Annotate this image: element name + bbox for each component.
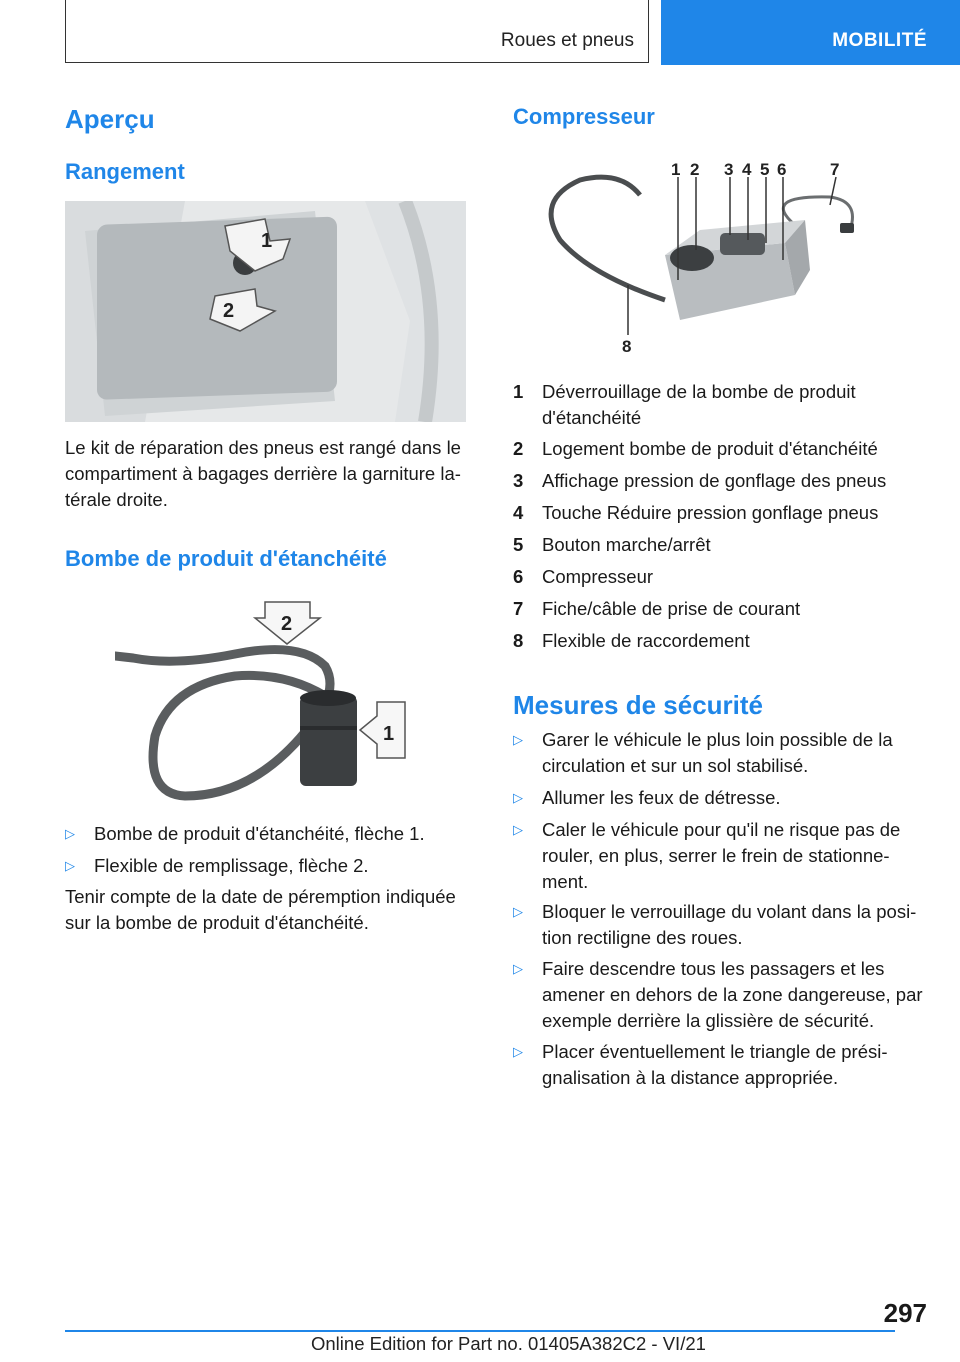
- list-item: 1 Déverrouillage de la bombe de produit d'étanchéité: [513, 381, 856, 428]
- bullet-triangle-icon: ▷: [513, 790, 523, 805]
- compressor-heading: Compresseur: [513, 104, 655, 129]
- list-item: ▷ Bloquer le verrouillage du volant dans la posi-tion rectiligne des roues.: [513, 901, 917, 948]
- fig1-label-1: 1: [261, 230, 273, 252]
- expiry-note: Tenir compte de la date de péremption indiquée sur la bombe de produit d'étanchéité.: [65, 886, 456, 933]
- bullet-triangle-icon: ▷: [513, 961, 523, 976]
- trunk-storage-figure: [65, 201, 466, 422]
- fig3-label-8: 8: [622, 337, 632, 355]
- bullet-triangle-icon: ▷: [513, 732, 523, 747]
- footer-divider: [65, 1330, 895, 1332]
- list-item: ▷ Faire descendre tous les passagers et les amener en dehors de la zone dangereuse, par exemple derrière la glissière de sécurité.: [513, 958, 923, 1031]
- bullet-triangle-icon: ▷: [65, 826, 75, 841]
- sealant-bottle-figure: [115, 596, 420, 806]
- list-item: 2 Logement bombe de produit d'étanchéité: [513, 438, 878, 459]
- chapter-tab[interactable]: [661, 0, 960, 65]
- fig3-label-1: 1: [671, 160, 681, 179]
- storage-paragraph: Le kit de réparation des pneus est rangé dans le compartiment à bagages derrière la garniture la-térale droite.: [65, 437, 461, 510]
- bullet-triangle-icon: ▷: [513, 1044, 523, 1059]
- fig3-label-4: 4: [742, 160, 752, 179]
- list-item: ▷ Caler le véhicule pour qu'il ne risque pas de rouler, en plus, serrer le frein de stationne-ment.: [513, 819, 901, 892]
- fig2-label-2: 2: [281, 613, 293, 635]
- section-tab: [65, 0, 649, 63]
- safety-heading: Mesures de sécurité: [513, 690, 764, 720]
- fig3-label-3: 3: [724, 160, 734, 179]
- list-item: ▷ Garer le véhicule le plus loin possible de la circulation et sur un sol stabilisé.: [513, 729, 893, 776]
- list-item: 3 Affichage pression de gonflage des pneus: [513, 470, 887, 491]
- page-number: 297: [883, 1298, 927, 1328]
- fig3-label-7: 7: [830, 160, 840, 179]
- fig3-label-5: 5: [760, 160, 770, 179]
- fig3-label-6: 6: [777, 160, 787, 179]
- list-item: ▷ Placer éventuellement le triangle de prési-gnalisation à la distance appropriée.: [513, 1041, 888, 1088]
- fig2-label-1: 1: [383, 723, 395, 745]
- sealant-heading: Bombe de produit d'étanchéité: [65, 546, 387, 571]
- edition-text: Online Edition for Part no. 01405A382C2 - VI/21: [311, 1333, 706, 1354]
- list-item: ▷ Allumer les feux de détresse.: [513, 785, 926, 811]
- overview-title: Aperçu: [65, 104, 155, 134]
- storage-heading: Rangement: [65, 159, 185, 184]
- list-item: 5 Bouton marche/arrêt: [513, 534, 711, 555]
- list-item: ▷ Flexible de remplissage, flèche 2.: [65, 853, 470, 879]
- list-item: 7 Fiche/câble de prise de courant: [513, 598, 801, 619]
- fig3-label-2: 2: [690, 160, 700, 179]
- list-item: 4 Touche Réduire pression gonflage pneus: [513, 502, 879, 523]
- compressor-figure: [530, 155, 860, 355]
- list-item: 8 Flexible de raccordement: [513, 630, 750, 651]
- page-header: [0, 0, 960, 66]
- bullet-triangle-icon: ▷: [513, 822, 523, 837]
- bullet-triangle-icon: ▷: [513, 904, 523, 919]
- fig1-label-2: 2: [223, 300, 235, 322]
- list-item: 6 Compresseur: [513, 566, 654, 587]
- section-title: Roues et pneus: [500, 30, 634, 51]
- bullet-triangle-icon: ▷: [65, 858, 75, 873]
- list-item: ▷ Bombe de produit d'étanchéité, flèche 1.: [65, 821, 470, 847]
- chapter-title: MOBILITÉ: [832, 30, 927, 51]
